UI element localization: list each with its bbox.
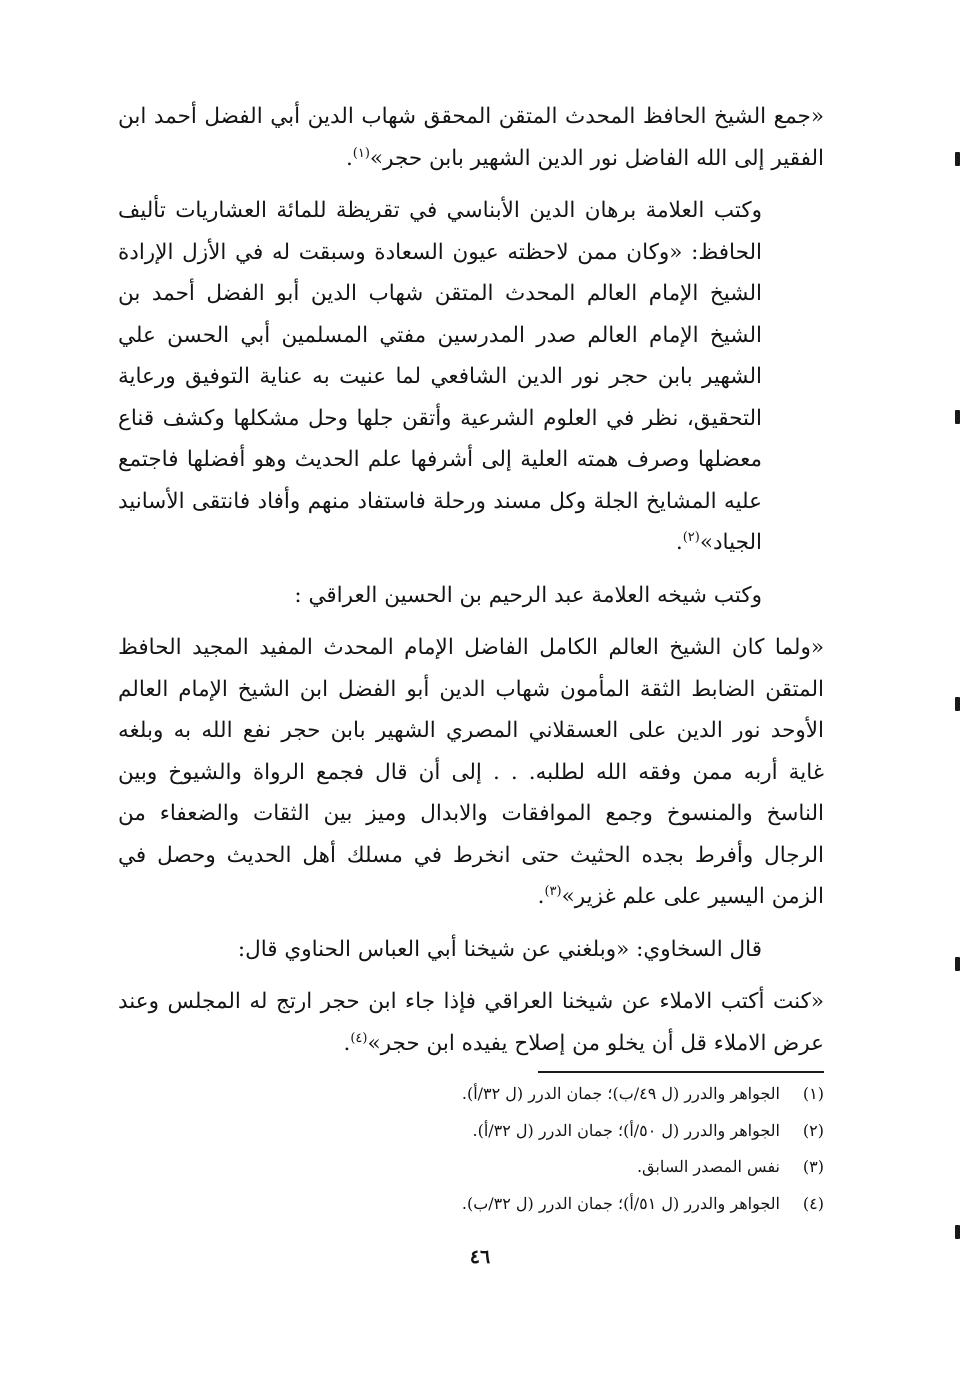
main-text <box>118 96 824 1064</box>
footnote-number: (١) <box>802 1084 824 1103</box>
paragraph-end: . <box>675 530 683 555</box>
page-number: ٤٦ <box>469 1246 491 1268</box>
paragraph <box>118 190 824 564</box>
footnote-text: الجواهر والدرر (ل ٤٩/ب)؛ جمان الدرر (ل ٣٢/أ). <box>461 1084 780 1103</box>
binding-mark <box>955 152 960 166</box>
footnote <box>300 1113 824 1150</box>
footnote <box>300 1186 824 1223</box>
paragraph-text: قال السخاوي: «وبلغني عن شيخنا أبي العباس الحناوي قال: <box>237 936 762 962</box>
paragraph-text: «جمع الشيخ الحافظ المحدث المتقن المحقق شهاب الدين أبي الفضل أحمد ابن الفقير إلى الله الفاضل نور الدين الشهير بابن حجر» <box>118 104 824 171</box>
footnote-text: الجواهر والدرر (ل ٥١/أ)؛ جمان الدرر (ل ٣٢/ب). <box>461 1193 780 1213</box>
paragraph-text: «كنت أكتب الاملاء عن شيخنا العراقي فإذا جاء ابن حجر ارتج له المجلس وعند عرض الاملاء قل أن يخلو من إصلاح يفيده ابن حجر» <box>118 989 824 1056</box>
footnote-number: (٤) <box>802 1193 824 1213</box>
footnote-text: نفس المصدر السابق. <box>636 1157 780 1176</box>
footnotes <box>300 1076 824 1222</box>
paragraph-end: . <box>537 884 545 909</box>
paragraph-text: وكتب العلامة برهان الدين الأبناسي في تقريظة للمائة العشاريات تأليف الحافظ: «وكان ممن لاحظته عيون السعادة وسبقت له في الأزل الإرادة الشيخ الإمام العالم المحدث المتقن شهاب الدين أبو الفضل أحمد بن الشيخ الإمام العالم صدر المدرسين مفتي المسلمين أبي الحسن علي الشهير بابن حجر نور الدين الشافعي لما عنيت به عناية التوفيق ورعاية التحقيق، نظر في العلوم الشرعية وأتقن جلها وحل مشكلها وكشف قناع معضلها وصرف همته العلية إلى أشرفها علم الحديث وهو أفضلها فاجتمع عليه المشايخ الجلة وكل مسند ورحلة فاستفاد منهم وأفاد فانتقى الأسانيد الجياد» <box>118 198 762 555</box>
paragraph <box>118 575 824 617</box>
paragraph-text: وكتب شيخه العلامة عبد الرحيم بن الحسين العراقي : <box>294 582 762 608</box>
binding-mark <box>955 697 960 711</box>
paragraph <box>118 96 824 179</box>
footnote-ref[interactable]: (٢) <box>682 529 700 545</box>
binding-mark <box>955 410 960 424</box>
paragraph <box>118 627 824 918</box>
footnote <box>300 1076 824 1113</box>
paragraph-end: . <box>345 145 353 171</box>
paragraph <box>118 981 824 1064</box>
binding-mark <box>955 957 960 971</box>
footnote-number: (٢) <box>802 1120 824 1140</box>
footnote <box>300 1149 824 1186</box>
paragraph <box>118 929 824 971</box>
footnote-number: (٣) <box>802 1157 824 1176</box>
footnote-ref[interactable]: (١) <box>352 145 370 161</box>
footnote-separator <box>538 1071 824 1073</box>
footnote-ref[interactable]: (٤) <box>350 1030 368 1046</box>
paragraph-end: . <box>343 1030 351 1056</box>
binding-mark <box>955 1225 960 1239</box>
footnote-ref[interactable]: (٣) <box>544 883 562 899</box>
footnote-text: الجواهر والدرر (ل ٥٠/أ)؛ جمان الدرر (ل ٣٢/أ). <box>472 1120 780 1140</box>
paragraph-text: «ولما كان الشيخ العالم الكامل الفاضل الإمام المحدث المفيد المجيد الحافظ المتقن الضابط الثقة المأمون شهاب الدين أبو الفضل ابن الشيخ الإمام العالم الأوحد نور الدين على العسقلاني المصري الشهير بابن حجر نفع الله به وبلغه غاية أربه ممن وفقه الله لطلبه. . . إلى أن قال فجمع الرواة والشيوخ وبين الناسخ والمنسوخ وجمع الموافقات والابدال وميز بين الثقات والضعفاء من الرجال وأفرط بجده الحثيث حتى انخرط في مسلك أهل الحديث وحصل في الزمن اليسير على علم غزير» <box>118 635 824 909</box>
